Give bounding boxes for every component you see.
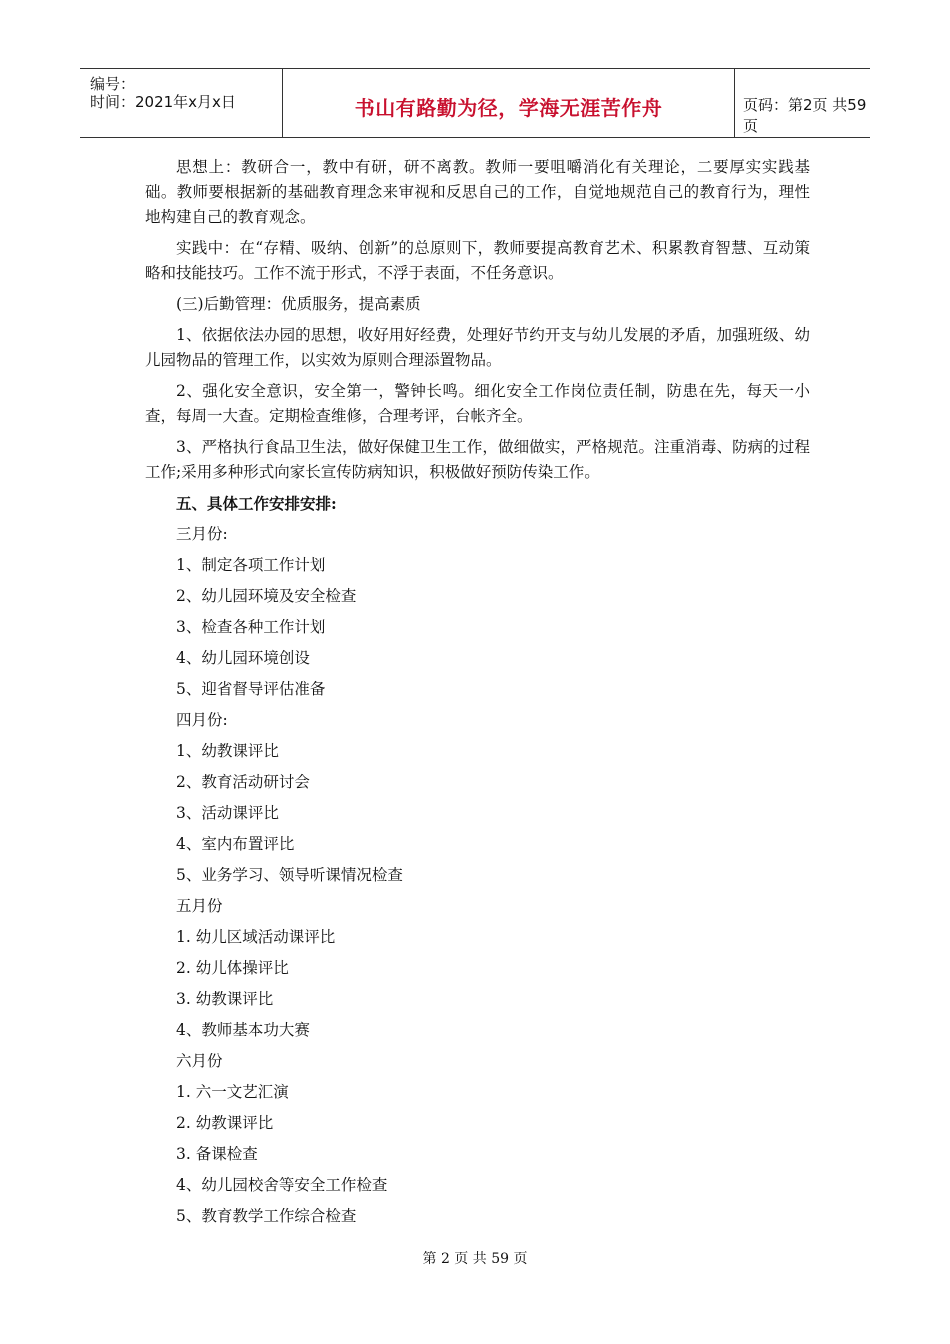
header-info-cell [80, 69, 283, 137]
paragraph-logistics-3: 3、严格执行食品卫生法，做好保健卫生工作，做细做实，严格规范。注重消毒、防病的过程工作;采用多种形式向家长宣传防病知识，积极做好预防传染工作。 [145, 438, 810, 481]
schedule-item: 5、教育教学工作综合检查 [176, 1207, 357, 1225]
schedule-item: 2、教育活动研讨会 [176, 773, 310, 791]
schedule-item: 1. 六一文艺汇演 [176, 1083, 289, 1101]
schedule-item: 4、幼儿园校舍等安全工作检查 [176, 1176, 388, 1194]
schedule-item: 3、检查各种工作计划 [176, 618, 326, 636]
schedule-item: 六月份 [176, 1052, 223, 1070]
page-footer: 第 2 页 共 59 页 [422, 1251, 528, 1267]
schedule-item: 2、幼儿园环境及安全检查 [176, 587, 357, 605]
schedule-item: 5、业务学习、领导听课情况检查 [176, 866, 403, 884]
schedule-item: 四月份: [176, 711, 228, 729]
page-header [80, 68, 870, 138]
schedule-item: 3. 幼教课评比 [176, 990, 274, 1008]
paragraph-practice: 实践中：在“存精、吸纳、创新”的总原则下，教师要提高教育艺术、积累教育智慧、互动策略和技能技巧。工作不流于形式，不浮于表面，不任务意识。 [145, 239, 810, 282]
paragraph-thought: 思想上：教研合一，教中有研，研不离教。教师一要咀嚼消化有关理论，二要厚实实践基础。教师要根据新的基础教育理念来审视和反思自己的工作，自觉地规范自己的教育行为，理性地构建自己的教育观念。 [145, 158, 810, 226]
schedule-item: 3、活动课评比 [176, 804, 279, 822]
schedule-item: 1、制定各项工作计划 [176, 556, 326, 574]
date-label: 时间：2021年x月x日 [90, 93, 236, 111]
paragraph-logistics-2: 2、强化安全意识，安全第一，警钟长鸣。细化安全工作岗位责任制，防患在先，每天一小查，每周一大查。定期检查维修，合理考评，台帐齐全。 [145, 382, 810, 425]
schedule-item: 4、室内布置评比 [176, 835, 295, 853]
schedule-item: 五月份 [176, 897, 223, 915]
schedule-item: 4、幼儿园环境创设 [176, 649, 310, 667]
schedule-item: 2. 幼儿体操评比 [176, 959, 289, 977]
paragraph-logistics-1: 1、依据依法办园的思想，收好用好经费，处理好节约开支与幼儿发展的矛盾，加强班级、幼儿园物品的管理工作，以实效为原则合理添置物品。 [145, 326, 810, 369]
page-code-label: 页码：第2页 共59页 [743, 96, 867, 135]
header-page-cell [735, 69, 870, 137]
section-title: 五、具体工作安排安排: [176, 494, 337, 513]
header-motto-cell [283, 69, 735, 137]
schedule-item: 5、迎省督导评估准备 [176, 680, 326, 698]
schedule-item: 1、幼教课评比 [176, 742, 279, 760]
schedule-item: 3. 备课检查 [176, 1145, 258, 1163]
document-body [145, 155, 810, 1235]
schedule-item: 4、教师基本功大赛 [176, 1021, 310, 1039]
schedule-item: 2. 幼教课评比 [176, 1114, 274, 1132]
paragraph-logistics-heading: (三)后勤管理：优质服务，提高素质 [176, 295, 421, 313]
serial-number-label: 编号： [90, 75, 136, 93]
header-motto: 书山有路勤为径，学海无涯苦作舟 [354, 96, 663, 120]
schedule-item: 1. 幼儿区域活动课评比 [176, 928, 336, 946]
schedule-item: 三月份: [176, 525, 228, 543]
